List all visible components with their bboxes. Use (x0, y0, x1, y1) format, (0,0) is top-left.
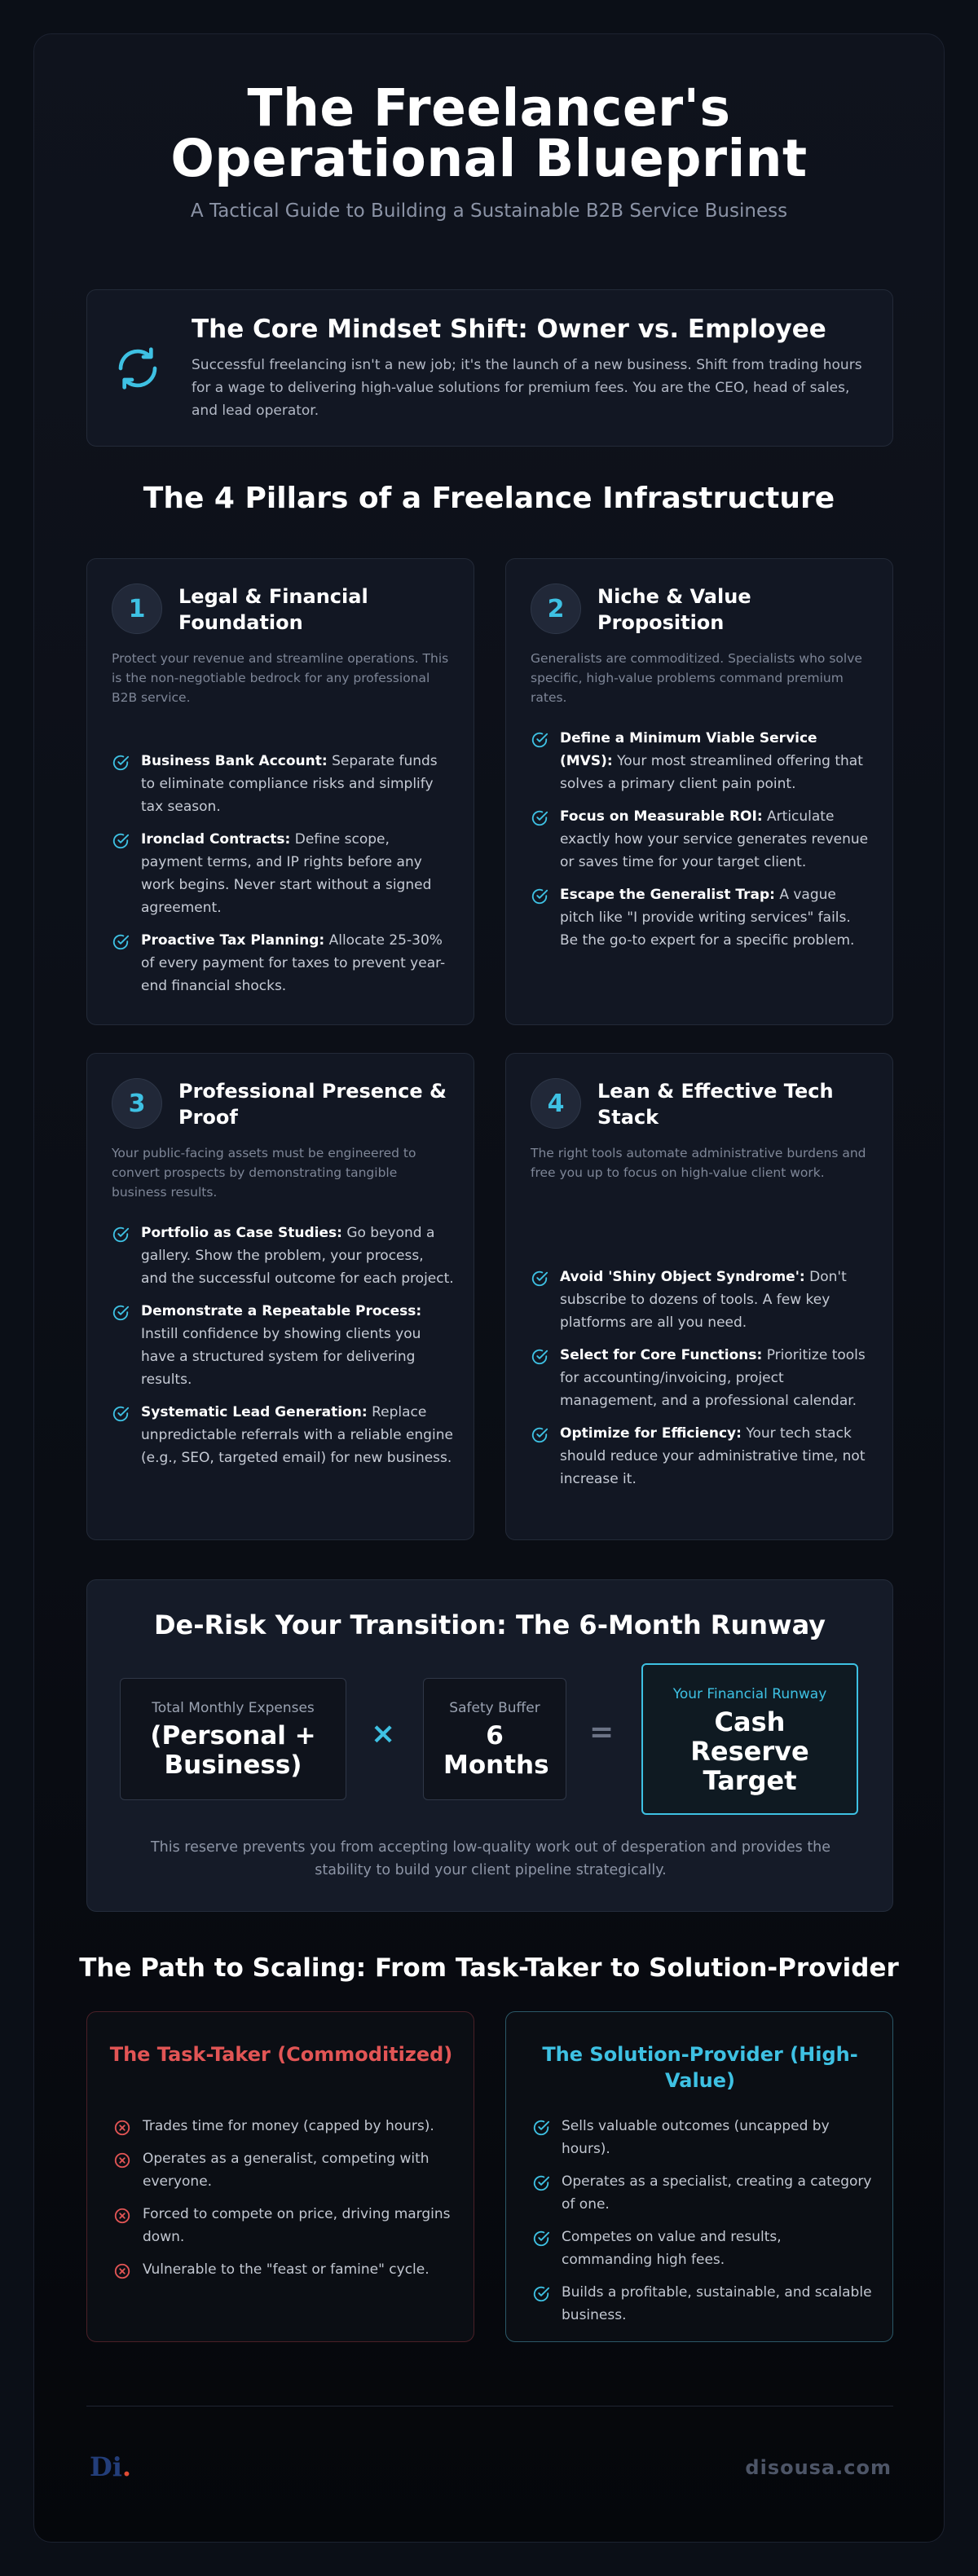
solution-provider-title: The Solution-Provider (High-Value) (542, 2043, 858, 2092)
check-circle-icon (531, 1426, 548, 1444)
list-item: Trades time for money (capped by hours). (113, 2115, 456, 2138)
pillar-title: Professional Presence & Proof (178, 1080, 447, 1129)
list-item: Avoid 'Shiny Object Syndrome': Don't subscribe to dozens of tools. A few key platforms are all you need. (531, 1266, 873, 1334)
task-taker-card (86, 2011, 474, 2342)
check-circle-icon (531, 1348, 548, 1366)
check-circle-icon (531, 731, 548, 749)
solution-provider-card (505, 2011, 893, 2342)
list-item: Portfolio as Case Studies: Go beyond a gallery. Show the problem, your process, and the successful outcome for each project. (112, 1222, 454, 1290)
list-item: Operates as a specialist, creating a category of one. (532, 2170, 874, 2216)
list-item: Sells valuable outcomes (uncapped by hours). (532, 2115, 874, 2160)
check-circle-icon (112, 754, 130, 772)
check-circle-icon (531, 887, 548, 905)
task-taker-list (113, 2115, 456, 2291)
x-circle-icon (113, 2207, 131, 2225)
x-circle-icon (113, 2151, 131, 2169)
pillar-intro: Your public-facing assets must be engineered to convert prospects by demonstrating tangible business results. (112, 1146, 416, 1200)
page-subtitle: A Tactical Guide to Building a Sustainable B2B Service Business (190, 200, 788, 222)
check-circle-icon (532, 2174, 550, 2192)
page-title: The Freelancer's Operational Blueprint (170, 78, 808, 188)
list-item: Optimize for Efficiency: Your tech stack should reduce your administrative time, not increase it. (531, 1422, 873, 1491)
mindset-card (86, 289, 893, 447)
refresh-icon (115, 346, 161, 391)
check-circle-icon (532, 2119, 550, 2137)
pillar-number: 2 (531, 583, 581, 634)
x-circle-icon (113, 2119, 131, 2137)
site-link[interactable]: disousa.com (745, 2456, 892, 2479)
list-item: Proactive Tax Planning: Allocate 25-30% of every payment for taxes to prevent year-end financial shocks. (112, 929, 454, 997)
hero (34, 78, 944, 222)
pillar-card-3 (86, 1053, 474, 1540)
pillar-number: 4 (531, 1078, 581, 1129)
list-item: Select for Core Functions: Prioritize tools for accounting/invoicing, project management, and a professional calendar. (531, 1344, 873, 1412)
check-circle-icon (531, 1270, 548, 1288)
list-item: Ironclad Contracts: Define scope, payment terms, and IP rights before any work begins. Never start without a signed agreement. (112, 828, 454, 919)
pillar-intro: The right tools automate administrative burdens and free you up to focus on high-value client work. (531, 1146, 866, 1180)
pillar-intro: Protect your revenue and streamline operations. This is the non-negotiable bedrock for any professional B2B service. (112, 651, 449, 705)
list-item: Builds a profitable, sustainable, and scalable business. (532, 2281, 874, 2327)
pillar-list (112, 750, 454, 1007)
check-circle-icon (112, 1405, 130, 1423)
infographic-page (33, 33, 945, 2543)
check-circle-icon (112, 933, 130, 951)
list-item: Focus on Measurable ROI: Articulate exactly how your service generates revenue or saves time for your target client. (531, 805, 873, 874)
check-circle-icon (112, 832, 130, 850)
list-item: Business Bank Account: Separate funds to eliminate compliance risks and simplify tax season. (112, 750, 454, 818)
runway-note: This reserve prevents you from accepting low-quality work out of desperation and provides the stability to build your client pipeline strategically. (150, 1839, 831, 1878)
list-item: Define a Minimum Viable Service (MVS): Your most streamlined offering that solves a primary client pain point. (531, 727, 873, 795)
pillar-list (112, 1222, 454, 1479)
monthly-expenses-box: Total Monthly Expenses (Personal + Business) (120, 1678, 346, 1800)
pillar-title: Niche & Value Proposition (597, 585, 751, 634)
pillar-card-1 (86, 558, 474, 1025)
check-circle-icon (112, 1226, 130, 1244)
times-operator: × (371, 1717, 396, 1750)
check-circle-icon (532, 2230, 550, 2248)
pillar-intro: Generalists are commoditized. Specialists who solve specific, high-value problems command premium rates. (531, 651, 862, 705)
pillar-card-2 (505, 558, 893, 1025)
pillar-list (531, 727, 873, 962)
solution-provider-list (532, 2115, 874, 2336)
runway-target-box: Your Financial Runway Cash Reserve Target (641, 1663, 858, 1815)
x-circle-icon (113, 2262, 131, 2280)
safety-buffer-box: Safety Buffer 6 Months (423, 1678, 566, 1800)
list-item: Forced to compete on price, driving margins down. (113, 2203, 456, 2248)
pillar-card-4 (505, 1053, 893, 1540)
check-circle-icon (112, 1304, 130, 1322)
mindset-title: The Core Mindset Shift: Owner vs. Employee (192, 315, 826, 344)
list-item: Escape the Generalist Trap: A vague pitch like "I provide writing services" fails. Be the go-to expert for a specific problem. (531, 883, 873, 952)
scaling-heading: The Path to Scaling: From Task-Taker to Solution-Provider (79, 1953, 899, 1983)
runway-card (86, 1579, 893, 1912)
task-taker-title: The Task-Taker (Commoditized) (109, 2043, 453, 2066)
pillars-heading: The 4 Pillars of a Freelance Infrastructure (143, 482, 835, 515)
check-circle-icon (532, 2285, 550, 2303)
mindset-body: Successful freelancing isn't a new job; it's the launch of a new business. Shift from trading hours for a wage to delivering high-value solutions for premium fees. You are the CEO, head of sales, and lead operator. (192, 357, 862, 419)
list-item: Demonstrate a Repeatable Process: Instill confidence by showing clients you have a structured system for delivering results. (112, 1300, 454, 1391)
list-item: Systematic Lead Generation: Replace unpredictable referrals with a reliable engine (e.g., SEO, targeted email) for new business. (112, 1401, 454, 1469)
runway-title: De-Risk Your Transition: The 6-Month Runway (153, 1609, 826, 1640)
list-item: Vulnerable to the "feast or famine" cycle. (113, 2258, 456, 2281)
pillar-list (531, 1266, 873, 1500)
pillar-title: Legal & Financial Foundation (178, 585, 368, 634)
check-circle-icon (531, 809, 548, 827)
brand-logo[interactable]: Di. (90, 2451, 132, 2482)
pillar-number: 1 (112, 583, 162, 634)
list-item: Competes on value and results, commanding high fees. (532, 2226, 874, 2271)
list-item: Operates as a generalist, competing with everyone. (113, 2147, 456, 2193)
pillar-title: Lean & Effective Tech Stack (597, 1080, 834, 1129)
pillar-number: 3 (112, 1078, 162, 1129)
equals-operator: = (589, 1715, 615, 1749)
